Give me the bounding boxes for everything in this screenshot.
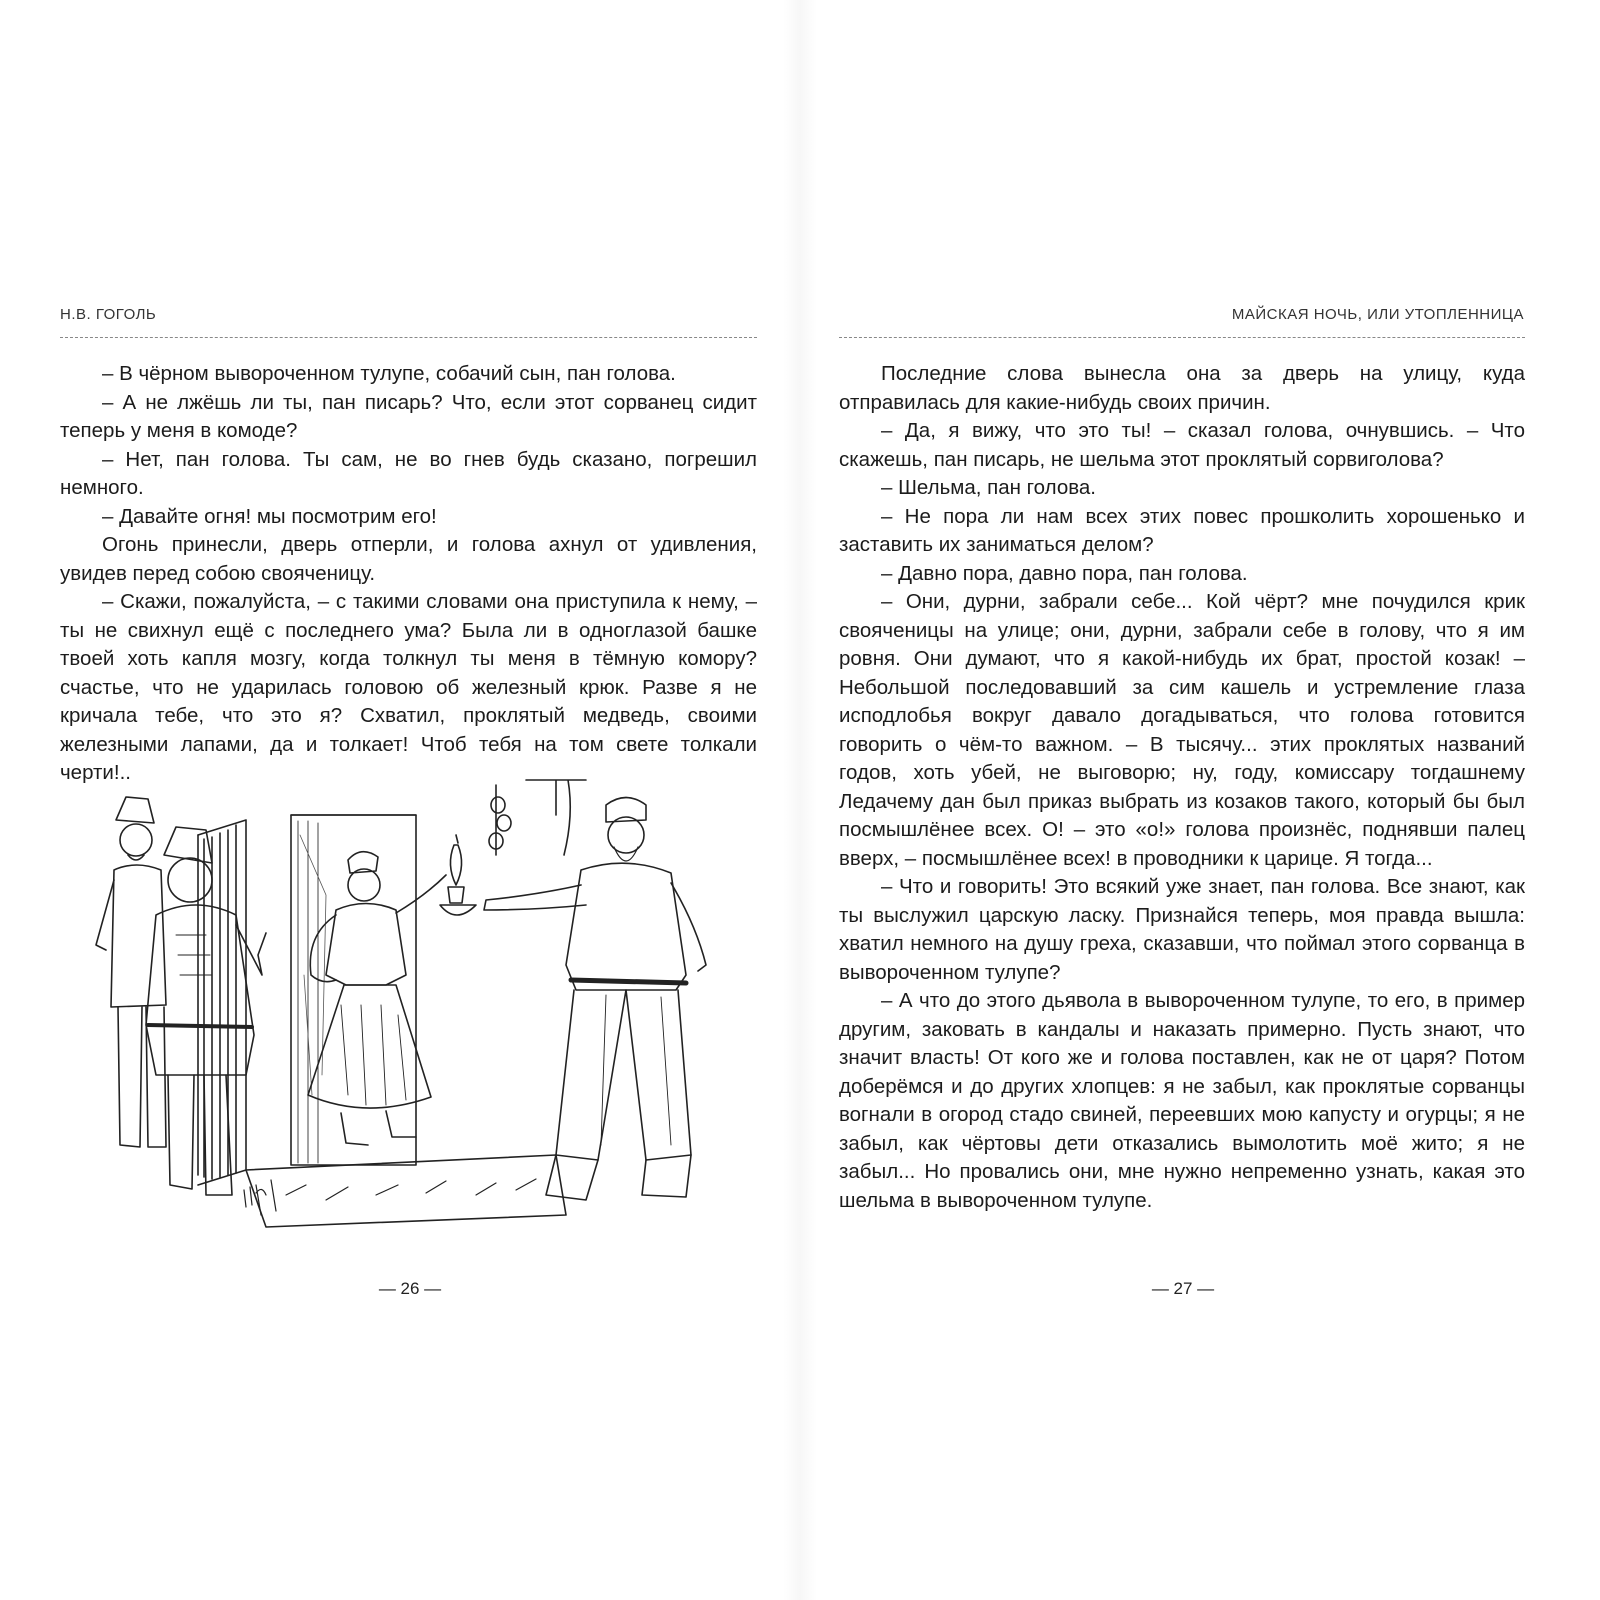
paragraph: Последние слова вынесла она за дверь на улицу, куда отправилась для какие-нибудь своих причин. xyxy=(839,362,1525,414)
paragraph: – Давно пора, давно пора, пан голова. xyxy=(881,561,1248,585)
paragraph: – Шельма, пан голова. xyxy=(881,476,1096,499)
running-head-author: Н.В. ГОГОЛЬ xyxy=(60,306,157,323)
header-rule xyxy=(839,337,1525,338)
paragraph: – Нет, пан голова. Ты сам, не во гнев будь сказано, погрешил немного. xyxy=(60,447,757,499)
woman-figure xyxy=(308,852,446,1145)
right-page xyxy=(800,0,1600,1600)
doorway xyxy=(198,815,416,1185)
floor-rug xyxy=(246,1155,566,1227)
paragraph: Огонь принесли, дверь отперли, и голова ахнул от удивления, увидев перед собою свояченицу. xyxy=(60,533,757,585)
paragraph: – Давайте огня! мы посмотрим его! xyxy=(102,504,437,528)
paragraph: – А что до этого дьявола в вывороченном тулупе, то его, в пример другим, заковать в кандалы и наказать примерно. Пусть знают, что значит власть! От кого же и голова поставлен, как не от царя? Потом доберёмся и до других хлопцев: я не забыл, как проклятые сорванцы вогнали в огород стадо свиней, переевших мою капусту и огурцы; я не забыл, как чёртовы дети отказались вымолотить моё жито; я не забыл... Но провались они, мне нужно непременно узнать, какая это шельма в вывороченном тулупе. xyxy=(839,989,1525,1212)
illustration-woman-with-lamp-in-doorway xyxy=(86,775,732,1230)
paragraph: – Да, я вижу, что это ты! – сказал голова, очнувшись. – Что скажешь, пан писарь, не шельма этот проклятый сорвиголова? xyxy=(839,419,1525,471)
paragraph: – Скажи, пожалуйста, – с такими словами она приступила к нему, – ты не свихнул ещё с последнего ума? Была ли в одноглазой башке твоей хоть капля мозгу, когда толкнул ты меня в тёмную комору? счастье, что не ударилась головою об железный крюк. Разве я не кричала тебе, что это я? Схватил, проклятый медведь, своими железными лапами, да и толкает! Чтоб тебя на том свете толкали черти!.. xyxy=(60,590,757,784)
running-head-title: МАЙСКАЯ НОЧЬ, ИЛИ УТОПЛЕННИЦА xyxy=(1231,306,1524,323)
paragraph: – Они, дурни, забрали себе... Кой чёрт? мне почудился крик свояченицы на улице; они, дурни, забрали себе в голову, что я им ровня. Они думают, что я какой-нибудь их брат, простой козак! – Небольшой последовавший за сим кашель и устремление глаза исподлобья вокруг давало догадываться, что голова готовится говорить о чём-то важном. – В тысячу... этих проклятых названий годов, хоть убей, не выговорю; ну, году, комиссару тогдашнему Ледачему дан был приказ выбрать из козаков такого, который бы был посмышлёнее всех. О! – это «о!» голова произнёс, поднявши палец вверх, – посмышлёнее всех! в проводники к царице. Я тогда... xyxy=(839,590,1525,870)
hanging-garlic xyxy=(489,780,586,855)
header-rule xyxy=(60,337,757,338)
paragraph: – В чёрном вывороченном тулупе, собачий сын, пан голова. xyxy=(102,362,676,385)
left-page-text xyxy=(60,360,757,788)
right-page-text xyxy=(839,360,1525,1215)
paragraph: – Не пора ли нам всех этих повес прошколить хорошенько и заставить их заниматься делом? xyxy=(839,504,1525,556)
paragraph: – Что и говорить! Это всякий уже знает, пан голова. Все знают, как ты выслужил царскую ласку. Признайся теперь, моя правда вышла: хватил немного на душу греха, сказавши, что поймал этого сорванца в вывороченном тулупе? xyxy=(839,875,1525,984)
page-number: — 27 — xyxy=(1151,1279,1215,1298)
cossack-left-figure xyxy=(96,797,166,1147)
golova-figure xyxy=(484,798,706,1201)
page-number: — 26 — xyxy=(378,1279,442,1298)
paragraph: – А не лжёшь ли ты, пан писарь? Что, если этот сорванец сидит теперь у меня в комоде? xyxy=(60,390,757,442)
